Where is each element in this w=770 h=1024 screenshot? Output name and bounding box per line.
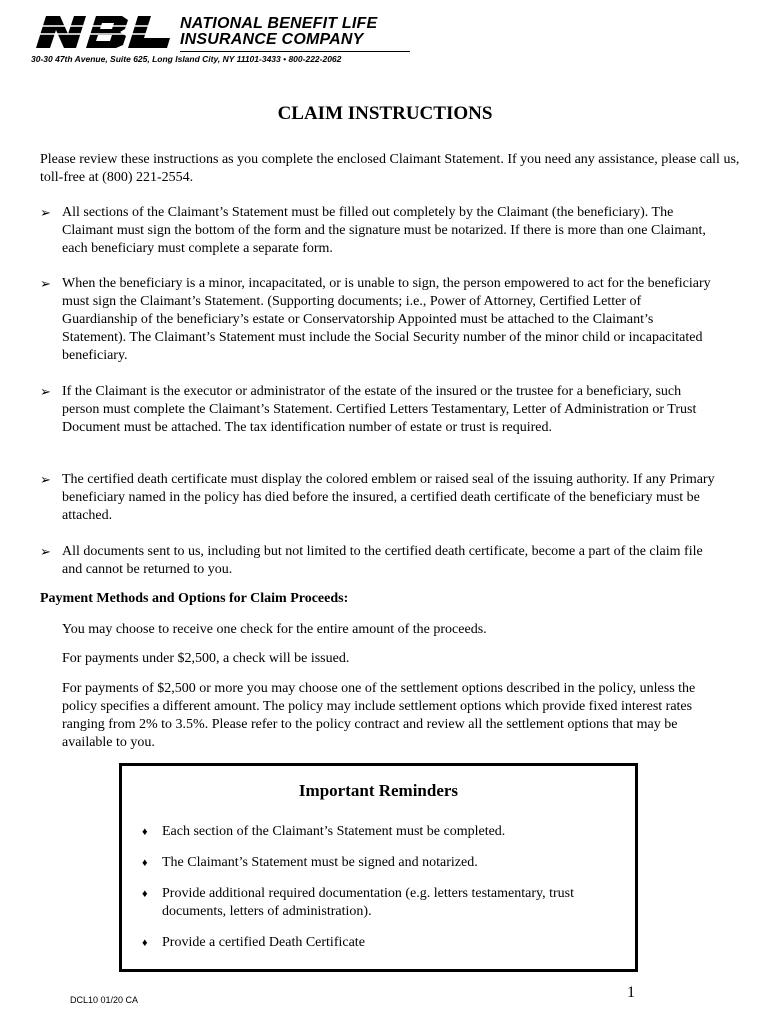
instruction-item bbox=[40, 543, 720, 579]
page-number: 1 bbox=[627, 984, 635, 1001]
instruction-item bbox=[40, 204, 720, 258]
page-title: CLAIM INSTRUCTIONS bbox=[277, 103, 493, 124]
diamond-bullet-icon: ♦ bbox=[142, 826, 148, 838]
payment-paragraph: You may choose to receive one check for the entire amount of the proceeds. bbox=[62, 622, 487, 637]
arrow-bullet-icon: ➢ bbox=[40, 205, 51, 220]
reminder-item bbox=[142, 854, 612, 872]
instruction-item bbox=[40, 471, 720, 525]
arrow-bullet-icon: ➢ bbox=[40, 276, 51, 291]
reminder-item bbox=[142, 885, 612, 921]
intro-paragraph: Please review these instructions as you complete the enclosed Claimant Statement. If you need any assistance, please call us, toll-free at (800) 221-2554. bbox=[40, 152, 740, 185]
payment-heading: Payment Methods and Options for Claim Proceeds: bbox=[40, 591, 349, 606]
reminder-text: The Claimant’s Statement must be signed and notarized. bbox=[162, 855, 478, 870]
instruction-item bbox=[40, 275, 720, 365]
nbl-logo bbox=[30, 14, 178, 50]
instruction-text: All sections of the Claimant’s Statement must be filled out completely by the Claimant (the beneficiary). The Claimant must sign the bottom of the form and the signature must be notarized. If there is more than one Claimant, each beneficiary must complete a separate form. bbox=[62, 205, 706, 256]
instruction-text: The certified death certificate must display the colored emblem or raised seal of the issuing authority. If any Primary beneficiary named in the policy has died before the insured, a certified death certificate of the beneficiary must be attached. bbox=[62, 472, 715, 523]
instruction-text: If the Claimant is the executor or administrator of the estate of the insured or the trustee for a beneficiary, such person must complete the Claimant’s Statement. Certified Letters Testamentary, Letter of Administration or Trust Document must be attached. The tax identification number of estate or trust is required. bbox=[62, 384, 697, 435]
reminder-text: Provide a certified Death Certificate bbox=[162, 935, 365, 950]
company-line-1: NATIONAL BENEFIT LIFE bbox=[180, 15, 378, 32]
reminder-item bbox=[142, 934, 612, 952]
instruction-item bbox=[40, 383, 720, 437]
important-reminders-box bbox=[119, 763, 638, 972]
company-address: 30-30 47th Avenue, Suite 625, Long Island City, NY 11101-3433 • 800-222-2062 bbox=[31, 54, 342, 64]
diamond-bullet-icon: ♦ bbox=[142, 857, 148, 869]
form-code: DCL10 01/20 CA bbox=[70, 995, 139, 1005]
arrow-bullet-icon: ➢ bbox=[40, 472, 51, 487]
company-rule bbox=[180, 51, 410, 52]
instruction-text: When the beneficiary is a minor, incapacitated, or is unable to sign, the person empowered to act for the beneficiary must sign the Claimant’s Statement. (Supporting documents; i.e., Power of Attorney, Certified Letter of Guardianship of the beneficiary’s estate or Conservatorship Appointed must be attached to the Claimant’s Statement). The Claimant’s Statement must include the Social Security number of the minor child or incapacitated beneficiary. bbox=[62, 276, 711, 363]
company-name bbox=[180, 16, 377, 48]
arrow-bullet-icon: ➢ bbox=[40, 384, 51, 399]
reminders-title: Important Reminders bbox=[298, 781, 459, 800]
instruction-text: All documents sent to us, including but not limited to the certified death certificate, become a part of the claim file and cannot be returned to you. bbox=[62, 544, 703, 577]
diamond-bullet-icon: ♦ bbox=[142, 937, 148, 949]
payment-paragraph: For payments of $2,500 or more you may choose one of the settlement options described in the policy, unless the policy specifies a different amount. The policy may include settlement options which provide fixed interest rates ranging from 2% to 3.5%. Please refer to the policy contract and review all the settlement options that may be available to you. bbox=[62, 681, 696, 750]
reminder-item bbox=[142, 823, 612, 841]
reminder-text: Provide additional required documentation (e.g. letters testamentary, trust documents, letters of administration). bbox=[162, 886, 574, 919]
reminder-text: Each section of the Claimant’s Statement must be completed. bbox=[162, 824, 506, 839]
company-line-2: INSURANCE COMPANY bbox=[180, 31, 364, 48]
diamond-bullet-icon: ♦ bbox=[142, 888, 148, 900]
payment-paragraph: For payments under $2,500, a check will be issued. bbox=[62, 651, 350, 666]
arrow-bullet-icon: ➢ bbox=[40, 544, 51, 559]
